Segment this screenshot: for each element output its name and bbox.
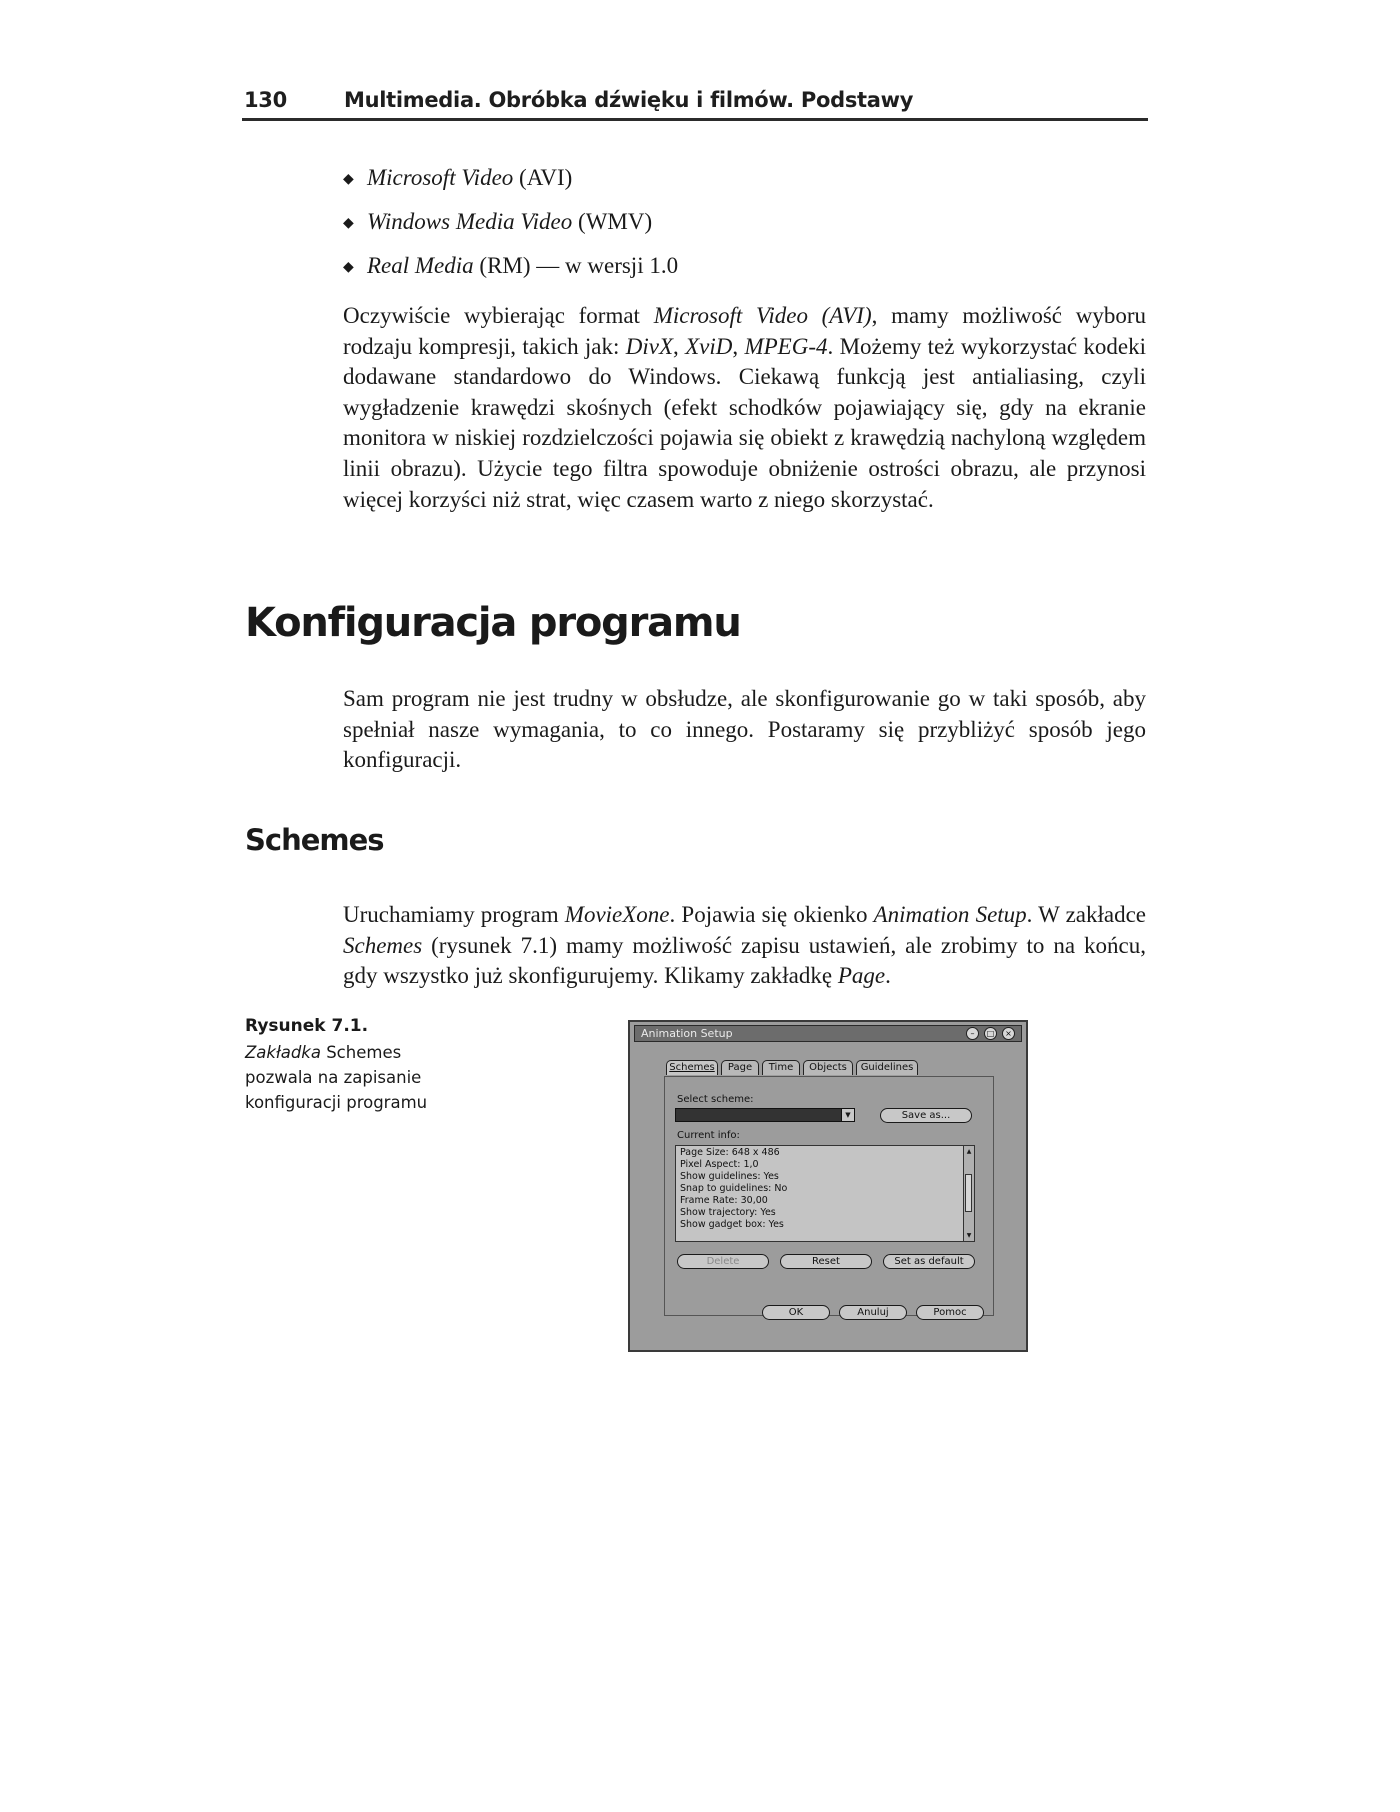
diamond-bullet-icon: ◆ bbox=[343, 260, 354, 275]
minimize-icon[interactable]: – bbox=[966, 1027, 979, 1040]
scroll-down-icon[interactable]: ▼ bbox=[966, 1232, 972, 1239]
scroll-up-icon[interactable]: ▲ bbox=[966, 1148, 972, 1155]
list-item bbox=[343, 204, 1143, 248]
format-list bbox=[343, 160, 1143, 292]
text-run: Oczywiście wybierając format bbox=[343, 303, 654, 328]
tab-guidelines[interactable]: Guidelines bbox=[856, 1060, 918, 1075]
info-line: Frame Rate: 30,00 bbox=[680, 1195, 768, 1206]
current-info-label: Current info: bbox=[677, 1130, 740, 1141]
tab-objects[interactable]: Objects bbox=[803, 1060, 853, 1075]
emphasis: Microsoft Video (AVI) bbox=[653, 303, 872, 328]
figure-caption bbox=[245, 1016, 455, 1115]
emphasis: MovieXone bbox=[564, 902, 670, 927]
text-run: Schemes pozwala na zapisanie konfiguracji programu bbox=[245, 1043, 428, 1112]
diamond-bullet-icon: ◆ bbox=[343, 172, 354, 187]
emphasis: DivX bbox=[625, 333, 674, 359]
list-item bbox=[343, 160, 1143, 204]
cancel-button[interactable]: Anuluj bbox=[839, 1305, 907, 1320]
text-run: . bbox=[885, 963, 891, 989]
text-run: , mamy możliwość wyboru rodzaju kompresji, takich jak: bbox=[343, 303, 1146, 359]
save-as-button[interactable]: Save as... bbox=[880, 1108, 972, 1123]
set-default-button[interactable]: Set as default bbox=[883, 1254, 975, 1269]
chevron-down-icon[interactable]: ▼ bbox=[841, 1109, 854, 1121]
close-icon[interactable]: × bbox=[1002, 1027, 1015, 1040]
diamond-bullet-icon: ◆ bbox=[343, 216, 354, 231]
paragraph-compression bbox=[343, 301, 1146, 515]
delete-button[interactable]: Delete bbox=[677, 1254, 769, 1269]
info-line: Page Size: 648 x 486 bbox=[680, 1147, 780, 1158]
scroll-thumb[interactable] bbox=[965, 1174, 972, 1212]
format-ext: (AVI) bbox=[519, 165, 573, 190]
text-run: . W zakładce bbox=[1026, 902, 1147, 927]
format-ext: (WMV) bbox=[578, 209, 653, 234]
tab-time[interactable]: Time bbox=[762, 1060, 800, 1075]
running-header bbox=[242, 84, 1148, 121]
text-run: . Możemy też wykorzystać kodeki dodawane standardowo do Windows. Ciekawą funkcją jest antialiasing, czyli wygładzenie krawędzi skośnych (efekt schodków pojawiający się, gdy na ekranie monitora w niskiej rozdzielczości pojawia się obiekt z krawędzią nachyloną względem linii obrazu). Użycie tego filtra spowoduje obniżenie ostrości obrazu, ale przynosi więcej korzyści niż strat, więc czasem warto z niego skorzystać. bbox=[343, 333, 1146, 512]
tab-schemes[interactable]: Schemes bbox=[666, 1060, 718, 1075]
reset-button[interactable]: Reset bbox=[780, 1254, 872, 1269]
format-name: Microsoft Video bbox=[367, 165, 514, 190]
dialog-title: Animation Setup bbox=[641, 1027, 733, 1040]
paragraph-intro: Sam program nie jest trudny w obsłudze, ale skonfigurowanie go w taki sposób, aby spełniał nasze wymagania, to co innego. Postaramy się przybliżyć sposób jego konfiguracji. bbox=[343, 686, 1146, 773]
page-number: 130 bbox=[244, 88, 287, 112]
info-line: Show trajectory: Yes bbox=[680, 1207, 776, 1218]
emphasis: Page bbox=[837, 963, 886, 989]
text-run: (rysunek 7.1) mamy możliwość zapisu ustawień, ale zrobimy to na końcu, gdy wszystko już skonfigurujemy. Klikamy zakładkę bbox=[343, 932, 1146, 989]
emphasis: Animation Setup bbox=[873, 902, 1027, 927]
paragraph-schemes bbox=[343, 900, 1146, 992]
info-scrollbar[interactable] bbox=[963, 1146, 974, 1241]
text-run: Uruchamiamy program bbox=[343, 902, 565, 927]
info-line: Snap to guidelines: No bbox=[680, 1183, 788, 1194]
scheme-select[interactable] bbox=[675, 1108, 855, 1122]
subsection-heading: Schemes bbox=[245, 823, 384, 857]
select-scheme-label: Select scheme: bbox=[677, 1094, 754, 1105]
format-ext: (RM) — w wersji 1.0 bbox=[479, 253, 679, 278]
tab-page[interactable]: Page bbox=[721, 1060, 759, 1075]
emphasis: XviD bbox=[685, 333, 733, 359]
info-line: Pixel Aspect: 1,0 bbox=[680, 1159, 759, 1170]
animation-setup-dialog bbox=[628, 1020, 1028, 1352]
section-heading: Konfiguracja programu bbox=[245, 600, 741, 646]
text-run: . Pojawia się okienko bbox=[669, 902, 874, 927]
list-item bbox=[343, 248, 1143, 292]
info-line: Show guidelines: Yes bbox=[680, 1171, 779, 1182]
book-title: Multimedia. Obróbka dźwięku i filmów. Podstawy bbox=[344, 88, 914, 112]
maximize-icon[interactable]: □ bbox=[984, 1027, 997, 1040]
ok-button[interactable]: OK bbox=[762, 1305, 830, 1320]
info-line: Show gadget box: Yes bbox=[680, 1219, 784, 1230]
format-name: Windows Media Video bbox=[367, 209, 573, 234]
help-button[interactable]: Pomoc bbox=[916, 1305, 984, 1320]
text-run: , bbox=[732, 333, 745, 359]
format-name: Real Media bbox=[367, 253, 474, 278]
dialog-titlebar bbox=[634, 1025, 1022, 1042]
current-info-box[interactable] bbox=[675, 1145, 975, 1242]
figure-caption-text bbox=[245, 1040, 455, 1115]
emphasis: Schemes bbox=[343, 932, 423, 958]
emphasis: Zakładka bbox=[245, 1043, 321, 1062]
text-run: , bbox=[673, 333, 686, 359]
emphasis: MPEG-4 bbox=[744, 333, 828, 359]
figure-label: Rysunek 7.1. bbox=[245, 1016, 369, 1036]
